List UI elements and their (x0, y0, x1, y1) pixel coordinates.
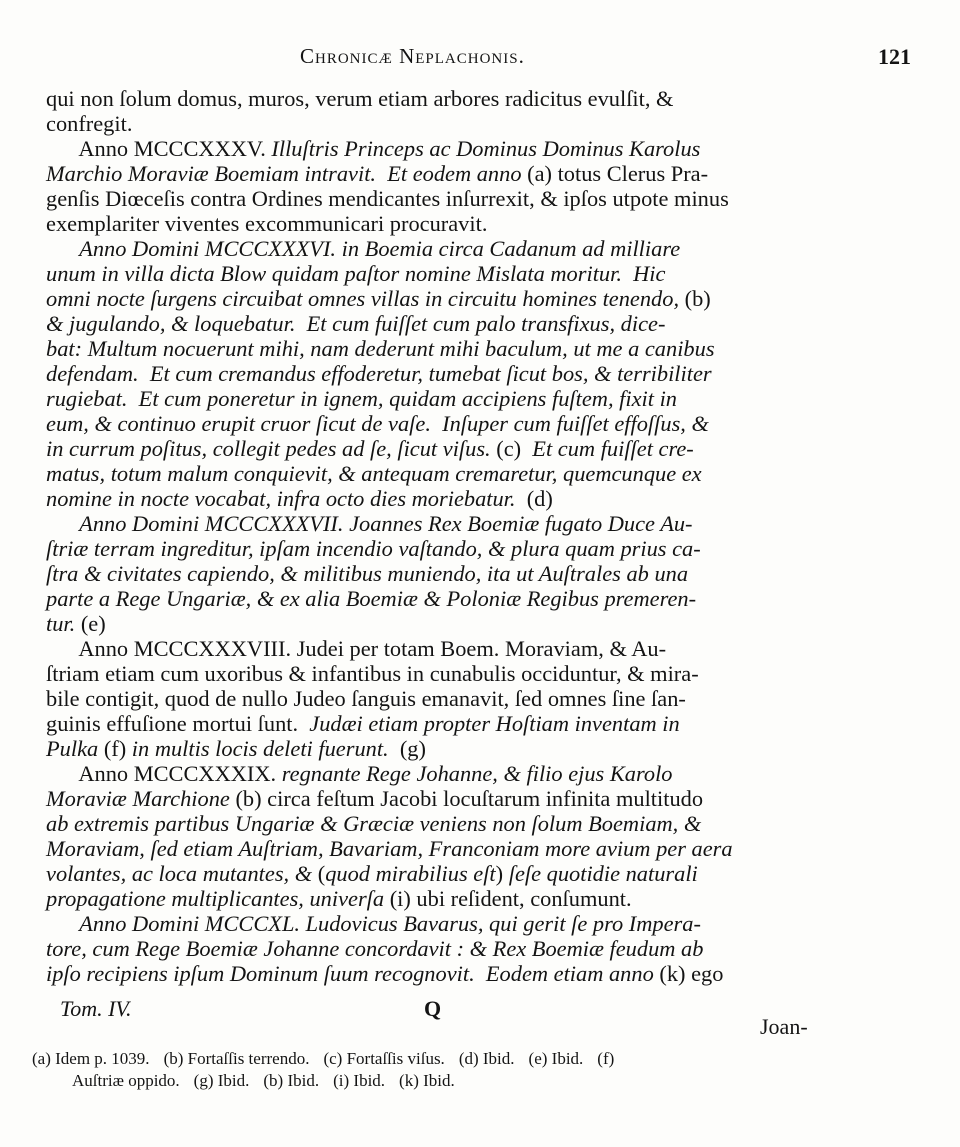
text-line (46, 786, 826, 811)
text-segment: ( (317, 861, 326, 886)
text-segment: ſtriæ terram ingreditur, ipſam incendio vaſtando, & plura quam prius ca- (46, 536, 701, 561)
text-segment: confregit. (46, 111, 133, 136)
footnote-label: (a) (32, 1049, 56, 1068)
text-segment: ipſo recipiens ipſum Dominum ſuum recognovit. Eodem etiam anno (46, 961, 660, 986)
text-segment: (b) (684, 286, 711, 311)
footnote-label: (g) (193, 1071, 218, 1090)
text-line (46, 736, 826, 761)
text-segment: eum, & continuo erupit cruor ſicut de vaſe. Inſuper cum fuiſſet effoſſus, & (46, 411, 709, 436)
text-line (46, 386, 826, 411)
text-segment: unum in villa dicta Blow quidam paſtor nomine Mislata moritur. Hic (46, 261, 666, 286)
text-segment: Anno Domini MCCCXXXVII. Joannes Rex Boemiæ fugato Duce Au- (46, 511, 693, 536)
text-segment: volantes, ac loca mutantes, & (46, 861, 318, 886)
text-line (46, 961, 826, 986)
text-segment: qui non ſolum domus, muros, verum etiam arbores radicitus evulſit, & (46, 86, 674, 111)
text-line (46, 886, 826, 911)
footnote-text: Ibid. (482, 1049, 515, 1068)
text-segment: tur. (46, 611, 81, 636)
text-segment: parte a Rege Ungariæ, & ex alia Boemiæ & Poloniæ Regibus premeren- (46, 586, 697, 611)
text-segment: nomine in nocte vocabat, infra octo dies moriebatur. (46, 486, 527, 511)
text-segment: Et cum fuiſſet cre- (521, 436, 694, 461)
footnote-item (597, 1049, 618, 1068)
text-line (46, 611, 826, 636)
footnote-text: Ibid. (353, 1071, 386, 1090)
footnote-text: Idem p. 1039. (55, 1049, 150, 1068)
text-line (46, 111, 826, 136)
text-segment: Pulka (46, 736, 104, 761)
volume-mark: Tom. IV. (60, 996, 132, 1021)
text-line (46, 286, 826, 311)
text-segment: guinis effuſione mortui ſunt. (46, 711, 310, 736)
text-segment: & jugulando, & loquebatur. Et cum fuiſſet cum palo transfixus, dice- (46, 311, 666, 336)
text-line (46, 586, 826, 611)
text-line (46, 411, 826, 436)
footnote-text: Ibid. (217, 1071, 250, 1090)
text-line (46, 536, 826, 561)
text-segment: defendam. Et cum cremandus effoderetur, tumebat ſicut bos, & terribiliter (46, 361, 712, 386)
text-segment: Anno Domini MCCCXL. Ludovicus Bavarus, qui gerit ſe pro Impera- (46, 911, 701, 936)
text-segment: in currum poſitus, collegit pedes ad ſe, ſicut viſus. (46, 436, 497, 461)
catchword-row (60, 996, 920, 1039)
text-segment: omni nocte ſurgens circuibat omnes villas in circuitu homines tenendo, (46, 286, 685, 311)
text-line (46, 186, 826, 211)
text-segment: matus, totum malum conquievit, & antequam cremaretur, quemcunque ex (46, 461, 702, 486)
text-line (46, 686, 826, 711)
text-segment: bile contigit, quod de nullo Judeo ſanguis emanavit, ſed omnes ſine ſan- (46, 686, 686, 711)
running-title: Chronicæ Neplachonis. (300, 44, 525, 68)
text-segment: Et eodem anno (376, 161, 528, 186)
text-line (46, 836, 826, 861)
text-line (46, 236, 826, 261)
footnote-label: (e) (528, 1049, 552, 1068)
text-segment: in multis locis deleti fuerunt. (126, 736, 400, 761)
footnote-item (263, 1071, 319, 1090)
text-line (46, 711, 826, 736)
text-segment: (g) (399, 736, 426, 761)
text-segment: quod mirabilius eſt (325, 861, 496, 886)
footnote-item (333, 1071, 385, 1090)
text-line (46, 136, 826, 161)
text-line (46, 811, 826, 836)
footnote-item (459, 1049, 515, 1068)
text-segment: propagatione multiplicantes, univerſa (46, 886, 390, 911)
text-line (46, 436, 826, 461)
text-line (46, 361, 826, 386)
text-line (46, 86, 826, 111)
text-segment: ſtra & civitates capiendo, & militibus muniendo, ita ut Auſtrales ab una (46, 561, 689, 586)
footnotes (32, 1048, 912, 1092)
footnote-item (194, 1071, 250, 1090)
text-line (46, 861, 826, 886)
chronicle-text (46, 86, 826, 986)
text-segment: (e) (80, 611, 106, 636)
text-segment: rugiebat. Et cum poneretur in ignem, quidam accipiens fuſtem, fixit in (46, 386, 677, 411)
footnote-label: (f) (597, 1049, 619, 1068)
text-segment: ) (495, 861, 509, 886)
text-line (46, 161, 826, 186)
footnote-label: (b) (163, 1049, 188, 1068)
text-segment: (b) circa feſtum Jacobi locuſtarum infinita multitudo (235, 786, 704, 811)
text-segment: Anno MCCCXXXIX. (46, 761, 282, 786)
footnote-label: (k) (399, 1071, 424, 1090)
footnote-label: (i) (333, 1071, 354, 1090)
text-line (46, 511, 826, 536)
footnote-line (32, 1048, 912, 1070)
footnote-item (323, 1049, 444, 1068)
footnote-text: Auſtriæ oppido. (72, 1071, 180, 1090)
text-segment: tore, cum Rege Boemiæ Johanne concordavit : & Rex Boemiæ feudum ab (46, 936, 704, 961)
footnote-item (529, 1049, 584, 1068)
text-segment: regnante Rege Johanne, & filio ejus Karolo (281, 761, 673, 786)
text-line (46, 636, 826, 661)
text-line (46, 311, 826, 336)
footnote-text: Ibid. (423, 1071, 455, 1090)
text-segment: ab extremis partibus Ungariæ & Græciæ veniens non ſolum Boemiam, & (46, 811, 702, 836)
footnote-text: Fortaſſis terrendo. (187, 1049, 310, 1068)
text-segment: Judæi etiam propter Hoſtiam inventam in (309, 711, 680, 736)
text-line (46, 211, 826, 236)
text-segment: (f) (103, 736, 127, 761)
text-segment: (c) (496, 436, 522, 461)
text-segment: (k) ego (659, 961, 724, 986)
signature-mark: Q (424, 996, 442, 1021)
text-segment: Moraviæ Marchione (46, 786, 236, 811)
text-segment: Anno MCCCXXXV. (46, 136, 272, 161)
catchword: Joan- (760, 1014, 808, 1039)
text-segment: exemplariter viventes excommunicari procuravit. (46, 211, 488, 236)
footnote-label: (c) (323, 1049, 347, 1068)
text-line (46, 661, 826, 686)
text-segment: (i) ubi reſident, conſumunt. (389, 886, 632, 911)
text-segment: Anno Domini MCCCXXXVI. in Boemia circa Cadanum ad milliare (46, 236, 681, 261)
text-line (46, 936, 826, 961)
text-segment: (d) (526, 486, 553, 511)
text-line (46, 561, 826, 586)
footnote-text: Fortaſſis viſus. (346, 1049, 445, 1068)
footnote-item (32, 1049, 150, 1068)
footnote-item (72, 1071, 180, 1090)
footnote-label: (d) (458, 1049, 483, 1068)
footnote-item (164, 1049, 310, 1068)
text-segment: Anno MCCCXXXVIII. Judei per totam Boem. Moraviam, & Au- (46, 636, 667, 661)
text-segment: genſis Diœceſis contra Ordines mendicantes inſurrexit, & ipſos utpote minus (46, 186, 729, 211)
footnote-text: Ibid. (551, 1049, 584, 1068)
text-segment: (a) totus Clerus Pra- (527, 161, 709, 186)
page-number: 121 (878, 44, 911, 69)
text-line (46, 336, 826, 361)
text-segment: bat: Multum nocuerunt mihi, nam dederunt mihi baculum, ut me a canibus (46, 336, 715, 361)
text-segment: ſeſe quotidie naturali (508, 861, 698, 886)
footnote-line (32, 1070, 912, 1092)
text-line (46, 486, 826, 511)
text-segment: Moraviam, ſed etiam Auſtriam, Bavariam, Franconiam more avium per aera (46, 836, 733, 861)
text-segment: ſtriam etiam cum uxoribus & infantibus in cunabulis occiduntur, & mira- (46, 661, 699, 686)
text-segment: Marchio Moraviæ Boemiam intravit. (46, 161, 377, 186)
text-line (46, 761, 826, 786)
page-header (0, 44, 960, 74)
text-line (46, 911, 826, 936)
footnote-item (399, 1071, 455, 1090)
text-line (46, 461, 826, 486)
footnote-label: (b) (263, 1071, 288, 1090)
text-segment: Illuſtris Princeps ac Dominus Dominus Karolus (271, 136, 701, 161)
footnote-text: Ibid. (287, 1071, 320, 1090)
text-line (46, 261, 826, 286)
